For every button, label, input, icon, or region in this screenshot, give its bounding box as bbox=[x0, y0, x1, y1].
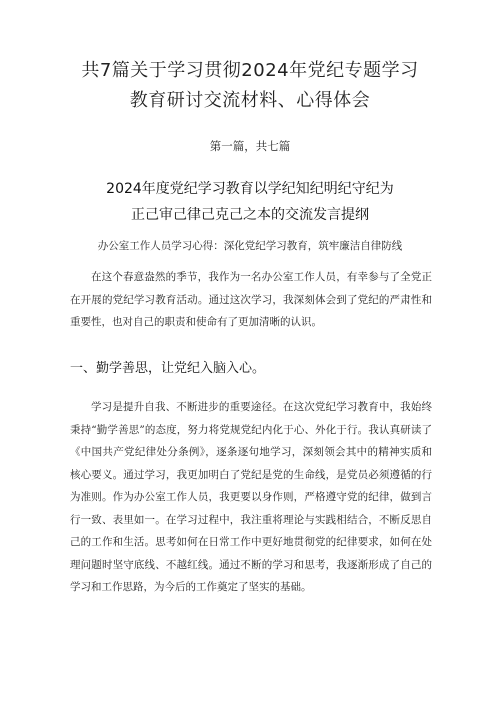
heading-section-1: 一、勤学善思，让党纪入脑入心。 bbox=[70, 361, 266, 376]
document-title-line-2: 教育研讨交流材料、心得体会 bbox=[129, 90, 371, 111]
paragraph-intro: 在这个春意盎然的季节，我作为一名办公室工作人员，有幸参与了全党正在开展的党纪学习教育活动。通过这次学习，我深刻体会到了党纪的严肃性和重要性，也对自己的职责和使命有了更加清晰的认识。 bbox=[70, 271, 432, 328]
section-title-line-2: 正己审己律己克己之本的交流发言提纲 bbox=[131, 207, 369, 223]
section-title bbox=[40, 176, 460, 228]
section-title-line-1: 2024年度党纪学习教育以学纪知纪明纪守纪为 bbox=[106, 181, 394, 197]
subtitle: 办公室工作人员学习心得：深化党纪学习教育，筑牢廉洁自律防线 bbox=[97, 240, 403, 252]
document-title-line-1: 共7篇关于学习贯彻2024年党纪专题学习 bbox=[81, 60, 419, 81]
document-title bbox=[40, 56, 460, 116]
paragraph-section-1: 学习是提升自我、不断进步的重要途径。在这次党纪学习教育中，我始终秉持“勤学善思”的态度，努力将党规党纪内化于心、外化于行。我认真研读了《中国共产党纪律处分条例》，逐条逐句地学习，深刻领会其中的精神实质和核心要义。通过学习，我更加明白了党纪是党的生命线，是党员必须遵循的行为准则。作为办公室工作人员，我更要以身作则，严格遵守党的纪律，做到言行一致、表里如一。在学习过程中，我注重将理论与实践相结合，不断反思自己的工作和生活。思考如何在日常工作中更好地贯彻党的纪律要求，如何在处理问题时坚守底线、不越红线。通过不断的学习和思考，我逐渐形成了自己的学习和工作思路，为今后的工作奠定了坚实的基础。 bbox=[70, 401, 432, 593]
part-label: 第一篇，共七篇 bbox=[209, 139, 291, 153]
